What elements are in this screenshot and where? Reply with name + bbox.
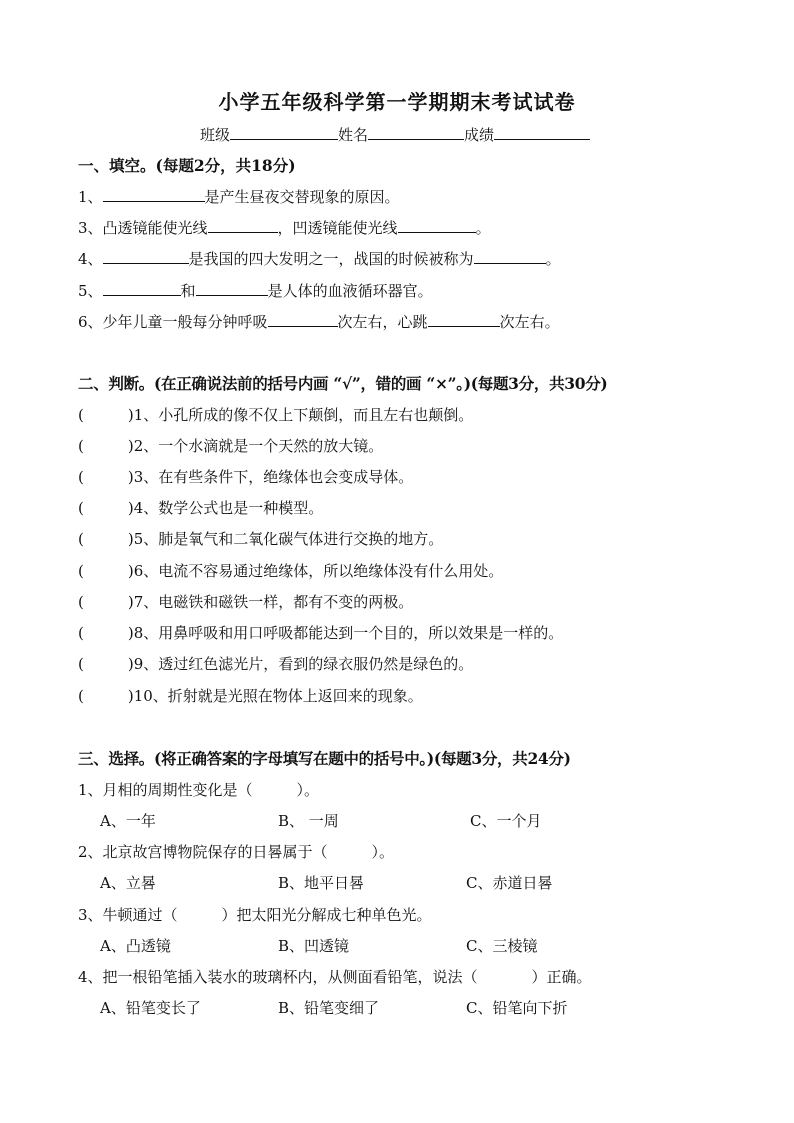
- fill-blank[interactable]: [103, 187, 205, 202]
- fill-blank[interactable]: [103, 281, 181, 296]
- section3-heading: 三、选择。(将正确答案的字母填写在题中的括号中。)(每题3分，共24分): [78, 749, 571, 768]
- option-b[interactable]: B、地平日晷: [278, 874, 365, 892]
- fill-question-1: 1、 是产生昼夜交替现象的原因。: [78, 188, 400, 206]
- score-blank[interactable]: [494, 125, 590, 140]
- option-b[interactable]: B、凹透镜: [278, 937, 350, 955]
- tf-item: ( )4、数学公式也是一种模型。: [78, 499, 324, 517]
- tf-item: ( )9、透过红色滤光片，看到的绿衣服仍然是绿色的。: [78, 655, 474, 673]
- option-b[interactable]: B、 一周: [278, 812, 339, 830]
- tf-item: ( )10、折射就是光照在物体上返回来的现象。: [78, 687, 423, 705]
- choice-question-2: 2、北京故宫博物院保存的日晷属于（ ）。: [78, 843, 395, 861]
- tf-item: ( )8、用鼻呼吸和用口呼吸都能达到一个目的，所以效果是一样的。: [78, 624, 564, 642]
- name-blank[interactable]: [368, 125, 464, 140]
- option-c[interactable]: C、一个月: [470, 812, 542, 830]
- fill-question-6: 6、少年儿童一般每分钟呼吸 次左右，心跳 次左右。: [78, 313, 560, 331]
- fill-blank[interactable]: [268, 312, 338, 327]
- tf-item: ( )6、电流不容易通过绝缘体，所以绝缘体没有什么用处。: [78, 562, 504, 580]
- fill-blank[interactable]: [428, 312, 500, 327]
- option-c[interactable]: C、铅笔向下折: [466, 999, 568, 1017]
- option-c[interactable]: C、赤道日晷: [466, 874, 553, 892]
- choice-question-1: 1、月相的周期性变化是（ ）。: [78, 781, 320, 799]
- tf-item: ( )2、一个水滴就是一个天然的放大镜。: [78, 437, 384, 455]
- page-title: 小学五年级科学第一学期期末考试试卷: [218, 90, 576, 114]
- fill-question-3: 3、凸透镜能使光线 ，凹透镜能使光线 。: [78, 219, 491, 237]
- student-info-row: [200, 124, 590, 145]
- option-a[interactable]: A、立晷: [100, 874, 156, 892]
- name-label: 姓名: [338, 126, 369, 144]
- option-c[interactable]: C、三棱镜: [466, 937, 538, 955]
- tf-item: ( )5、肺是氧气和二氧化碳气体进行交换的地方。: [78, 530, 444, 548]
- fill-blank[interactable]: [103, 249, 189, 264]
- tf-item: ( )3、在有些条件下，绝缘体也会变成导体。: [78, 468, 414, 486]
- tf-item: ( )1、小孔所成的像不仅上下颠倒，而且左右也颠倒。: [78, 406, 474, 424]
- choice-question-3: 3、牛顿通过（ ）把太阳光分解成七种单色光。: [78, 906, 432, 924]
- tf-item: ( )7、电磁铁和磁铁一样，都有不变的两极。: [78, 593, 414, 611]
- fill-blank[interactable]: [474, 249, 546, 264]
- fill-blank[interactable]: [398, 218, 476, 233]
- fill-blank[interactable]: [208, 218, 278, 233]
- class-blank[interactable]: [230, 125, 338, 140]
- option-a[interactable]: A、铅笔变长了: [100, 999, 201, 1017]
- option-b[interactable]: B、铅笔变细了: [278, 999, 380, 1017]
- fill-question-5: 5、 和 是人体的血液循环器官。: [78, 282, 433, 300]
- option-a[interactable]: A、一年: [100, 812, 156, 830]
- fill-question-4: 4、 是我国的四大发明之一，战国的时候被称为 。: [78, 250, 561, 268]
- choice-question-4: 4、把一根铅笔插入装水的玻璃杯内，从侧面看铅笔，说法（ ）正确。: [78, 968, 592, 986]
- section1-heading: 一、填空。(每题2分，共18分): [78, 156, 296, 175]
- fill-blank[interactable]: [196, 281, 268, 296]
- score-label: 成绩: [464, 126, 495, 144]
- section2-heading: 二、判断。(在正确说法前的括号内画 “√”，错的画 “×”。)(每题3分，共30分): [78, 374, 608, 393]
- option-a[interactable]: A、凸透镜: [100, 937, 171, 955]
- class-label: 班级: [200, 126, 231, 144]
